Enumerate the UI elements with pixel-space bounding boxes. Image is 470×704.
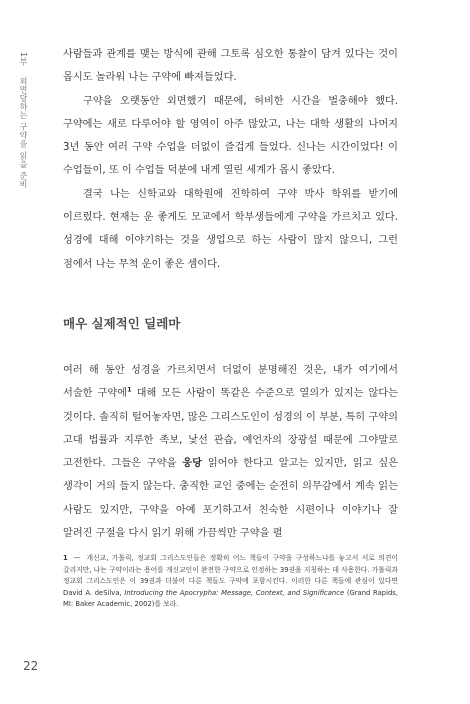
footnote-text: (Grand Rapids, MI: Baker Academic, 2002)를 보라. xyxy=(63,588,398,608)
running-head-title: 외면당하는 구약을 읽을 준비 xyxy=(19,77,28,189)
footnote-dash: — xyxy=(73,554,81,562)
text-run: 여러 해 동안 성경을 가르치면서 더없이 분명해진 것은, 내가 여기에서 서술한 구약에 xyxy=(63,364,398,400)
paragraph: 사람들과 관계를 맺는 방식에 관해 그토록 심오한 통찰이 담겨 있다는 것이 몹시도 놀라워 나는 구약에 빠져들었다. xyxy=(63,49,398,84)
running-head-part: 1부 xyxy=(19,52,28,67)
section-heading: 매우 실제적인 딜레마 xyxy=(63,315,181,331)
text-run: 대해 모든 사람이 똑같은 수준으로 열의가 있지는 않다는 것이다. 솔직히 털어놓자면, 많은 그리스도인이 성경의 이 부분, 특히 구약의 고대 법률과 지루한 족보, 낯선 관습, 예언자의 장광설 때문에 그야말로 고전한다. 그들은 구약을 xyxy=(63,388,398,470)
running-head xyxy=(18,52,29,188)
page-number: 22 xyxy=(23,659,39,673)
footnote-text: 개신교, 가톨릭, 정교회 그리스도인들은 정확히 어느 책들이 구약을 구성하느냐를 놓고서 서로 의견이 갈리지만, 나는 구약이라는 용어를 개신교인이 완전한 구약으로 인정하는 39권을 지칭하는 데 사용한다. 가톨릭과 정교회 그리스도인은 이 39권과 더불어 다른 책들도 구약에 포함시킨다. 이러한 다른 책들에 관심이 있다면 David A. deSilva, xyxy=(63,554,398,597)
body-text xyxy=(63,43,398,545)
footnote-number: 1 xyxy=(63,554,68,562)
footnote xyxy=(63,553,398,611)
text-run: 읽어야 한다고 알고는 있지만, 읽고 싶은 생각이 거의 들지 않는다. 충직한 교인 중에는 순전히 의무감에서 계속 읽는 사람도 있지만, 구약을 아예 포기하고서 친숙한 시편이나 이야기나 잘 알려진 구절을 다시 읽기 위해 가끔씩만 구약을 펼 xyxy=(63,458,398,540)
footnote-book-title: Introducing the Apocrypha: Message, Context, and Significance xyxy=(124,588,345,597)
footnote-reference[interactable]: 1 xyxy=(127,385,132,394)
emphasis-text: 웅당 xyxy=(182,458,202,470)
paragraph: 결국 나는 신학교와 대학원에 진학하여 구약 박사 학위를 받기에 이르렀다. 현재는 운 좋게도 모교에서 학부생들에게 구약을 가르치고 있다. 성경에 대해 이야기하는 것을 생업으로 하는 사람이 많지 않으니, 그런 점에서 나는 무척 운이 좋은 셈이다. xyxy=(63,188,398,270)
paragraph: 구약을 오랫동안 외면했기 때문에, 허비한 시간을 벌충해야 했다. 구약에는 새로 다루어야 할 영역이 아주 많았고, 나는 대학 생활의 나머지 3년 동안 여러 구약 수업을 더없이 즐겁게 들었다. 신나는 시간이었다! 이 수업들이, 또 이 수업들 덕분에 내게 열린 세계가 몹시 좋았다. xyxy=(63,95,398,177)
section-paragraph xyxy=(63,359,398,545)
